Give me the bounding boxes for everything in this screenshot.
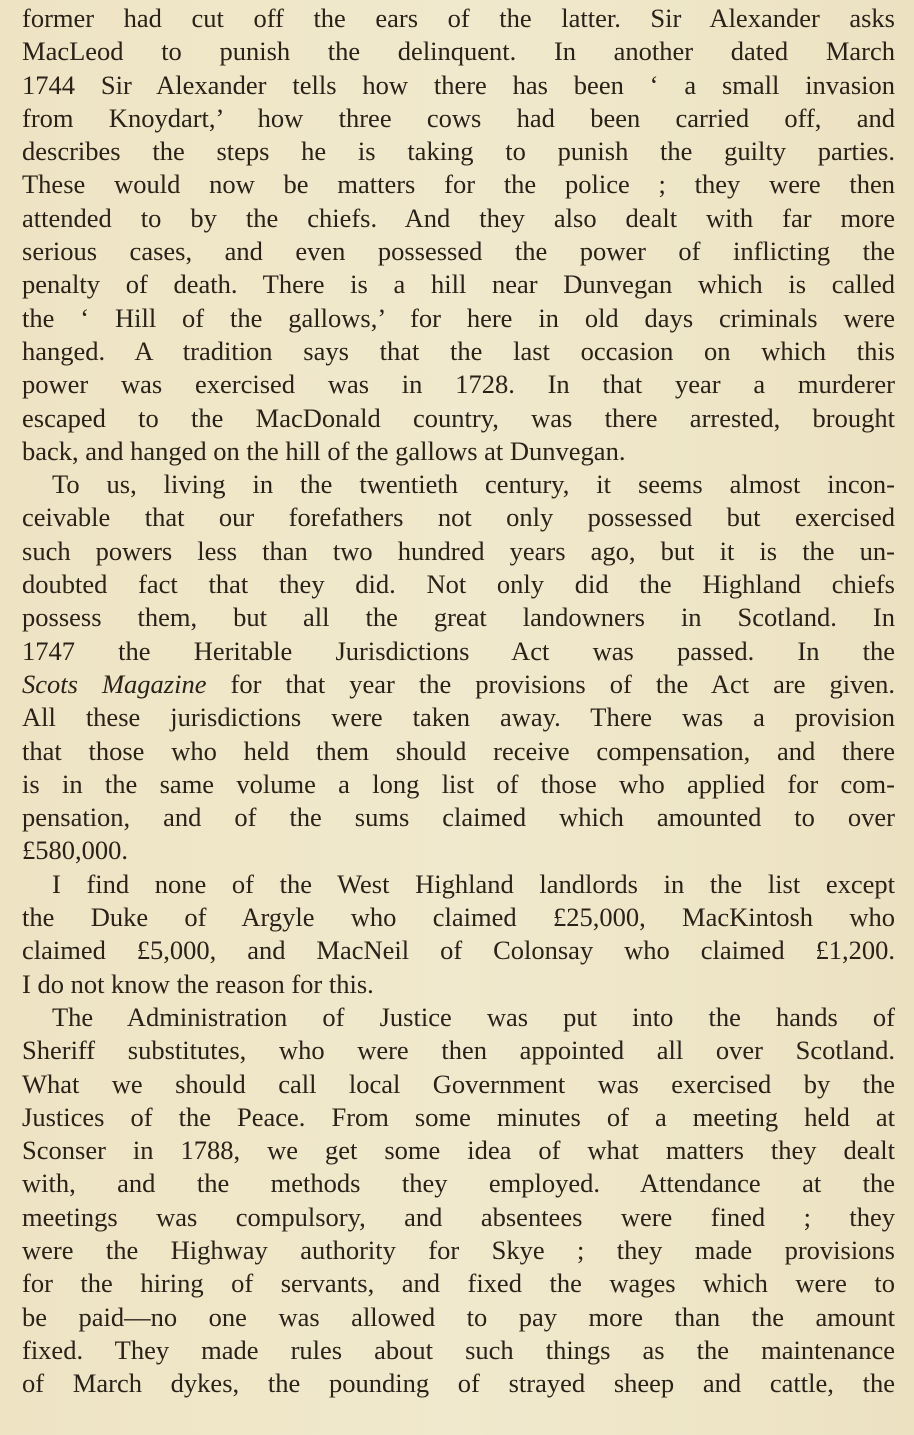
- line-text: former had cut off the ears of the latter. Sir Alexander asks: [22, 3, 895, 33]
- line-text: that those who held them should receive compensation, and there: [22, 735, 895, 766]
- line-text: ceivable that our forefathers not only possessed but exercised: [22, 502, 895, 533]
- line-text: describes the steps he is taking to punish the guilty parties.: [22, 136, 895, 167]
- line-text: escaped to the MacDonald country, was there arrested, brought: [22, 402, 895, 433]
- line-text: I do not know the reason for this.: [22, 968, 374, 999]
- text-line: [22, 268, 895, 301]
- text-line: [22, 868, 895, 901]
- line-text: claimed £5,000, and MacNeil of Colonsay who claimed £1,200.: [22, 935, 895, 966]
- line-text: penalty of death. There is a hill near Dunvegan which is called: [22, 269, 895, 300]
- text-line: [22, 1301, 895, 1334]
- text-line: [22, 535, 895, 568]
- text-line: [22, 335, 895, 368]
- line-text: were the Highway authority for Skye ; they made provisions: [22, 1234, 895, 1265]
- line-text: The Administration of Justice was put into the hands of: [52, 1001, 895, 1032]
- text-line: [22, 1234, 895, 1267]
- text-line: [22, 102, 895, 135]
- text-line: [22, 35, 895, 68]
- line-text: Sheriff substitutes, who were then appointed all over Scotland.: [22, 1035, 895, 1066]
- line-text: meetings was compulsory, and absentees were fined ; they: [22, 1201, 895, 1232]
- line-text: the ‘ Hill of the gallows,’ for here in old days criminals were: [22, 302, 895, 333]
- line-text: Justices of the Peace. From some minutes of a meeting held at: [22, 1101, 895, 1132]
- text-line: [22, 668, 895, 701]
- text-line: [22, 368, 895, 401]
- text-line: [22, 302, 895, 335]
- text-line: [22, 1068, 895, 1101]
- text-line: [22, 1201, 895, 1234]
- text-line: [22, 1167, 895, 1200]
- line-text: What we should call local Government was exercised by the: [22, 1068, 895, 1099]
- text-line: [22, 235, 895, 268]
- text-line: [22, 69, 895, 102]
- text-line: [22, 568, 895, 601]
- line-text: be paid—no one was allowed to pay more than the amount: [22, 1301, 895, 1332]
- line-text: £580,000.: [22, 835, 128, 866]
- text-line: [22, 1001, 895, 1034]
- line-text: All these jurisdictions were taken away. There was a provision: [22, 702, 895, 733]
- line-text: 1744 Sir Alexander tells how there has been ‘ a small invasion: [22, 69, 895, 100]
- line-text: To us, living in the twentieth century, it seems almost incon-: [52, 469, 895, 500]
- line-text: These would now be matters for the police ; they were then: [22, 169, 895, 200]
- text-line: [22, 1101, 895, 1134]
- text-line: [22, 801, 895, 834]
- line-text: for the hiring of servants, and fixed the wages which were to: [22, 1268, 895, 1299]
- line-text: for that year the provisions of the Act are given.: [206, 668, 896, 699]
- text-line: [22, 1334, 895, 1367]
- text-line: [22, 2, 895, 35]
- line-text: MacLeod to punish the delinquent. In another dated March: [22, 36, 895, 67]
- line-text: 1747 the Heritable Jurisdictions Act was passed. In the: [22, 635, 895, 666]
- text-line: [22, 1134, 895, 1167]
- text-line: [22, 601, 895, 634]
- text-line: [22, 468, 895, 501]
- text-line: [22, 1367, 895, 1400]
- line-text: I find none of the West Highland landlords in the list except: [52, 868, 895, 899]
- text-line: [22, 202, 895, 235]
- text-line: [22, 1267, 895, 1300]
- line-text: hanged. A tradition says that the last occasion on which this: [22, 335, 895, 366]
- line-text: such powers less than two hundred years ago, but it is the un-: [22, 535, 895, 566]
- text-line: [22, 135, 895, 168]
- text-line: [22, 402, 895, 435]
- text-line: [22, 768, 895, 801]
- line-text: pensation, and of the sums claimed which amounted to over: [22, 802, 895, 833]
- line-text: from Knoydart,’ how three cows had been carried off, and: [22, 102, 895, 133]
- text-line: [22, 435, 895, 468]
- line-text: of March dykes, the pounding of strayed sheep and cattle, the: [22, 1368, 895, 1399]
- text-line: [22, 834, 895, 867]
- line-text: serious cases, and even possessed the power of inflicting the: [22, 236, 895, 267]
- text-line: [22, 701, 895, 734]
- text-line: [22, 501, 895, 534]
- text-line: [22, 168, 895, 201]
- line-text: doubted fact that they did. Not only did the Highland chiefs: [22, 569, 895, 600]
- line-text: fixed. They made rules about such things as the maintenance: [22, 1334, 895, 1365]
- line-text: with, and the methods they employed. Attendance at the: [22, 1168, 895, 1199]
- line-text: back, and hanged on the hill of the gallows at Dunvegan.: [22, 435, 626, 466]
- line-text: is in the same volume a long list of those who applied for com-: [22, 768, 895, 799]
- line-text: Sconser in 1788, we get some idea of what matters they dealt: [22, 1135, 895, 1166]
- book-page-text: [22, 2, 895, 1400]
- line-text: power was exercised was in 1728. In that year a murderer: [22, 369, 895, 400]
- line-text: attended to by the chiefs. And they also dealt with far more: [22, 202, 895, 233]
- text-line: [22, 934, 895, 967]
- line-text: possess them, but all the great landowners in Scotland. In: [22, 602, 895, 633]
- text-line: [22, 1034, 895, 1067]
- italic-title: Scots Magazine: [22, 668, 207, 699]
- text-line: [22, 635, 895, 668]
- text-line: [22, 735, 895, 768]
- text-line: [22, 968, 895, 1001]
- line-text: the Duke of Argyle who claimed £25,000, MacKintosh who: [22, 902, 895, 933]
- text-line: [22, 901, 895, 934]
